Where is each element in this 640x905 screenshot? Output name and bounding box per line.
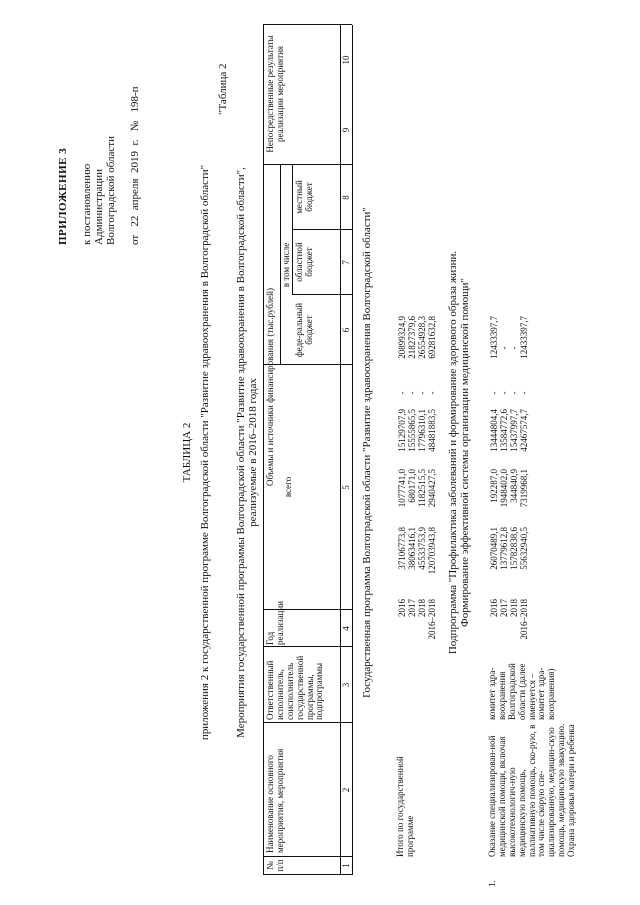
total-row-regional <box>398 409 438 467</box>
row1-year: 2018 <box>509 599 519 617</box>
row1-name: Оказание специализирован-ной медицинской помощи, включая высокотехнологич-ную медицинскую помощь, паллиативную помощь, ско-рую, в том числе скорую спе-циализированную, медицин-скую помощь, медицинскую эвакуацию. Охрана здоровья матери и ребенка <box>487 723 577 857</box>
total-row-total <box>398 527 438 595</box>
total-value: 120703943,8 <box>427 527 437 575</box>
col-header-results: Непосредственные результаты реализации мероприятия <box>265 35 285 153</box>
total-row-label: Итого по государственной программе <box>395 756 415 857</box>
federal-value: 2940427,5 <box>427 469 437 508</box>
local-value: - <box>417 391 427 395</box>
col-number-5: 5 <box>341 485 351 490</box>
total-row-years <box>398 599 438 647</box>
total-value: 37106773,8 <box>397 527 407 570</box>
col-number-2: 2 <box>341 787 351 793</box>
federal-value: 680171,0 <box>407 469 417 503</box>
appendix-title: ПРИЛОЖЕНИЕ 3 <box>57 147 69 245</box>
row1-local-value: - <box>509 391 519 395</box>
extra-value: 20899324,9 <box>397 316 407 359</box>
row1-total <box>490 527 530 595</box>
col-header-total: всего <box>283 476 293 498</box>
total-value: 38063416,1 <box>407 527 417 570</box>
row1-total-value: 26070489,1 <box>489 527 499 570</box>
col-header-name: Наименование основного мероприятия, мероприятия <box>265 748 285 853</box>
section-subprogram-line2: Формирование эффективной системы организации медицинской помощи" <box>459 278 471 627</box>
col-header-num: № п/п <box>265 859 285 872</box>
total-year: 2018 <box>417 599 427 617</box>
row1-year: 2016–2018 <box>519 599 529 640</box>
row1-regional-value: 13584772,6 <box>499 409 509 452</box>
row1-local-value: - <box>499 391 509 395</box>
row1-extra-value: 12433397,7 <box>489 316 499 359</box>
row1-years <box>490 599 530 647</box>
row1-federal <box>490 469 530 525</box>
section-subprogram-line1: Подпрограмма "Профилактика заболеваний и формирование здорового образа жизни. <box>447 250 459 655</box>
col-number-10: 10 <box>341 55 351 65</box>
row1-regional-value: 13444804,4 <box>489 409 499 452</box>
local-value: - <box>397 391 407 395</box>
row1-federal-value: 7319968,1 <box>519 469 529 508</box>
total-year: 2016 <box>397 599 407 617</box>
total-row-local <box>398 381 438 405</box>
col-header-including: в том числе <box>281 242 291 288</box>
row1-regional <box>490 409 530 467</box>
row1-extra-value: 12433397,7 <box>519 316 529 359</box>
row1-num: 1. <box>487 880 497 887</box>
table-caption-line1: Мероприятия государственной программы Волгоградской области "Развитие здравоохранения в Волгоградской области", <box>235 167 247 738</box>
appendix-line3: Волгоградской области <box>105 136 117 245</box>
row1-year: 2017 <box>499 599 509 617</box>
total-row-federal <box>398 469 438 525</box>
col-header-local: местный бюджет <box>294 180 314 214</box>
row1-local-value: - <box>519 391 529 395</box>
local-value: - <box>407 391 417 395</box>
col-number-4: 4 <box>341 626 351 631</box>
table-caption-line2: реализуемые в 2016–2018 годах <box>247 378 259 527</box>
table-subtitle: приложения 2 к государственной программе Волгоградской области "Развитие здравоохранения в Волгоградской области" <box>199 164 211 741</box>
appendix-line1: к постановлению <box>81 163 93 245</box>
appendix-line2: Администрации <box>93 168 105 245</box>
col-header-regional: областной бюджет <box>294 242 314 282</box>
col-header-federal: феде-ральный бюджет <box>294 302 314 358</box>
row1-extra-value: - <box>509 346 519 350</box>
col-number-3: 3 <box>341 682 351 688</box>
row1-local <box>490 381 530 405</box>
total-value: 45533753,9 <box>417 527 427 570</box>
section-program: Государственная программа Волгоградской области "Развитие здравоохранения Волгоградской области" <box>361 207 373 698</box>
col-number-7: 7 <box>341 260 351 265</box>
row1-federal-value: 344840,9 <box>509 469 519 503</box>
col-number-1: 1 <box>341 863 351 868</box>
total-year: 2016–2018 <box>427 599 437 640</box>
regional-value: 15555865,5 <box>407 409 417 452</box>
extra-value: 21827379,6 <box>407 316 417 359</box>
extra-value: 69281632,8 <box>427 316 437 359</box>
row1-total-value: 15782838,6 <box>509 527 519 570</box>
col-number-8: 8 <box>341 195 351 200</box>
col-number-9: 9 <box>341 127 351 133</box>
federal-value: 1077741,0 <box>397 469 407 508</box>
regional-value: 48481883,5 <box>427 409 437 452</box>
total-year: 2017 <box>407 599 417 617</box>
table-title: ТАБЛИЦА 2 <box>181 422 193 483</box>
row1-extra <box>490 316 530 380</box>
row1-extra-value: - <box>499 346 509 350</box>
table-label: "Таблица 2 <box>217 63 229 115</box>
extra-value: 26554928,3 <box>417 316 427 359</box>
regional-value: 15129707,9 <box>397 409 407 452</box>
row1-total-value: 13779612,8 <box>499 527 509 570</box>
row1-total-value: 55632940,5 <box>519 527 529 570</box>
regional-value: 17796310,1 <box>417 409 427 452</box>
local-value: - <box>427 391 437 395</box>
row1-executor: комитет здра-воохранения Волгоградской области (далее именуется – комитет здра-воохранения) <box>487 663 557 720</box>
col-number-6: 6 <box>341 327 351 333</box>
col-header-year: Год реализации <box>265 601 285 645</box>
row1-local-value: - <box>489 391 499 395</box>
federal-value: 1182515,5 <box>417 469 427 507</box>
row1-regional-value: 42467574,7 <box>519 409 529 452</box>
appendix-date-line: от 22 апреля 2019 г. № 198-п <box>129 86 141 245</box>
row1-year: 2016 <box>489 599 499 617</box>
col-header-executor: Ответственный исполнитель, соисполнитель государственной программы, подпрограммы <box>265 655 325 720</box>
row1-federal-value: 192287,0 <box>489 469 499 503</box>
total-row-extra <box>398 316 438 380</box>
row1-regional-value: 15437997,7 <box>509 409 519 452</box>
col-header-funding: Объемы и источники финансирования (тыс.рублей) <box>265 288 275 486</box>
row1-federal-value: 1948402,0 <box>499 469 509 508</box>
